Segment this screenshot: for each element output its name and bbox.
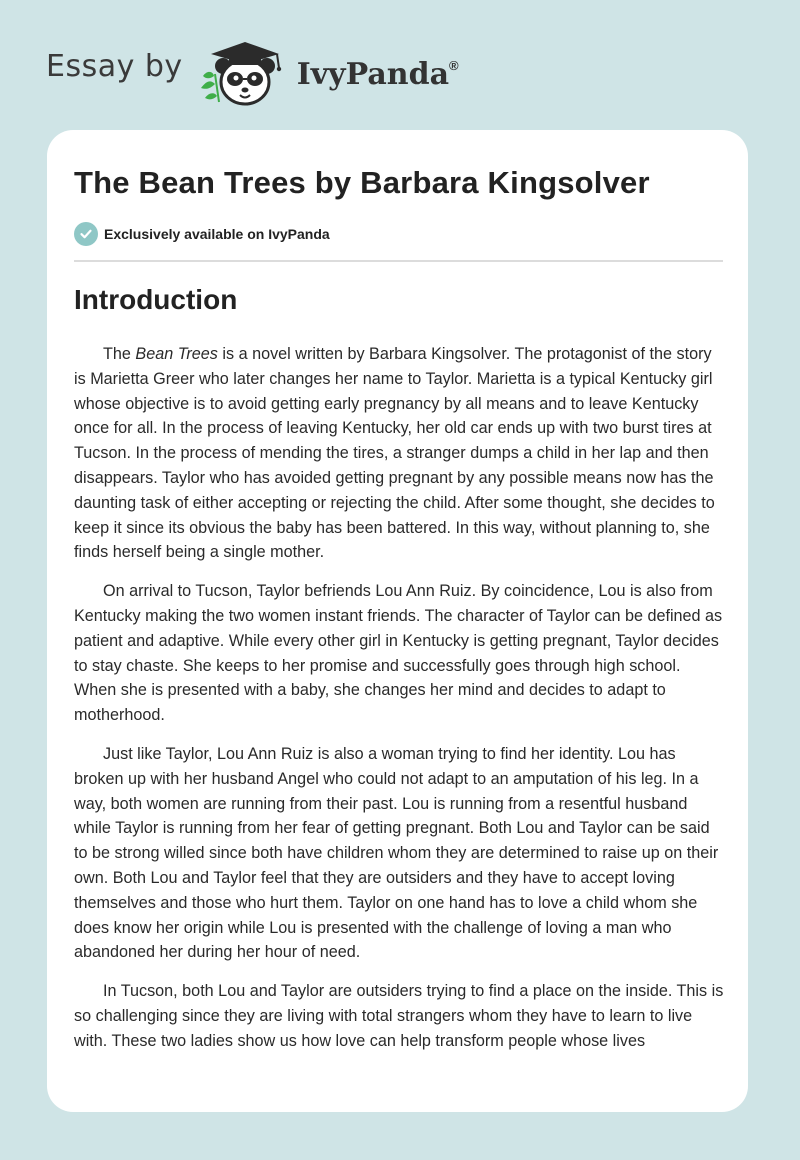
paragraph: On arrival to Tucson, Taylor befriends Lou Ann Ruiz. By coincidence, Lou is also from Kentucky making the two women instant friends. The character of Taylor can be defined as patient and adaptive. While every other girl in Kentucky is getting pregnant, Taylor decides to stay chaste. She keeps to her promise and successfully goes through high school. When she is presented with a baby, she changes her mind and decides to adapt to motherhood. [74,582,723,725]
registered-mark: ® [449,57,459,73]
book-title: Bean Trees [135,345,218,363]
essay-card [47,130,748,1112]
panda-logo-icon [197,36,289,108]
checkmark-icon [74,222,98,246]
essay-by-label: Essay by [46,48,183,84]
badge-text: Exclusively available on IvyPanda [104,226,330,242]
page-title: The Bean Trees by Barbara Kingsolver [74,165,650,200]
paragraph: In Tucson, both Lou and Taylor are outsiders trying to find a place on the inside. This is so challenging since they are living with total strangers whom they have to learn to live with. These two ladies show us how love can help transform people whose lives [74,982,724,1050]
section-heading: Introduction [74,284,238,315]
divider [74,260,723,262]
paragraph: Just like Taylor, Lou Ann Ruiz is also a woman trying to find her identity. Lou has broken up with her husband Angel who could not adapt to an amputation of his leg. In a way, both women are running from their past. Lou is running from a resentful husband while Taylor is running from her fear of getting pregnant. Both Lou and Taylor can be said to be strong willed since both have children whom they are determined to raise up on their own. Both Lou and Taylor feel that they are outsiders and they have to accept loving themselves and those who hurt them. Taylor on one hand has to love a child whom she does know her origin while Lou is presented with the challenge of loving a man who abandoned her during her hour of need. [74,744,719,962]
site-header [46,36,459,108]
brand-name: IvyPanda® [296,56,459,92]
essay-body [74,342,726,1068]
paragraph: The Bean Trees is a novel written by Barbara Kingsolver. The protagonist of the story is Marietta Greer who later changes her name to Taylor. Marietta is a typical Kentucky girl whose objective is to avoid getting early pregnancy by all means and to leave Kentucky once for all. In the process of leaving Kentucky, her old car ends up with two burst tires at Tucson. In the process of mending the tires, a stranger dumps a child in her lap and then disappears. Taylor who has avoided getting pregnant by any possible means now has the daunting task of either accepting or rejecting the child. After some thought, she decides to keep it since its obvious the baby has been battered. In this way, without planning to, she finds herself being a single mother. [74,345,715,562]
exclusive-badge [74,222,330,246]
